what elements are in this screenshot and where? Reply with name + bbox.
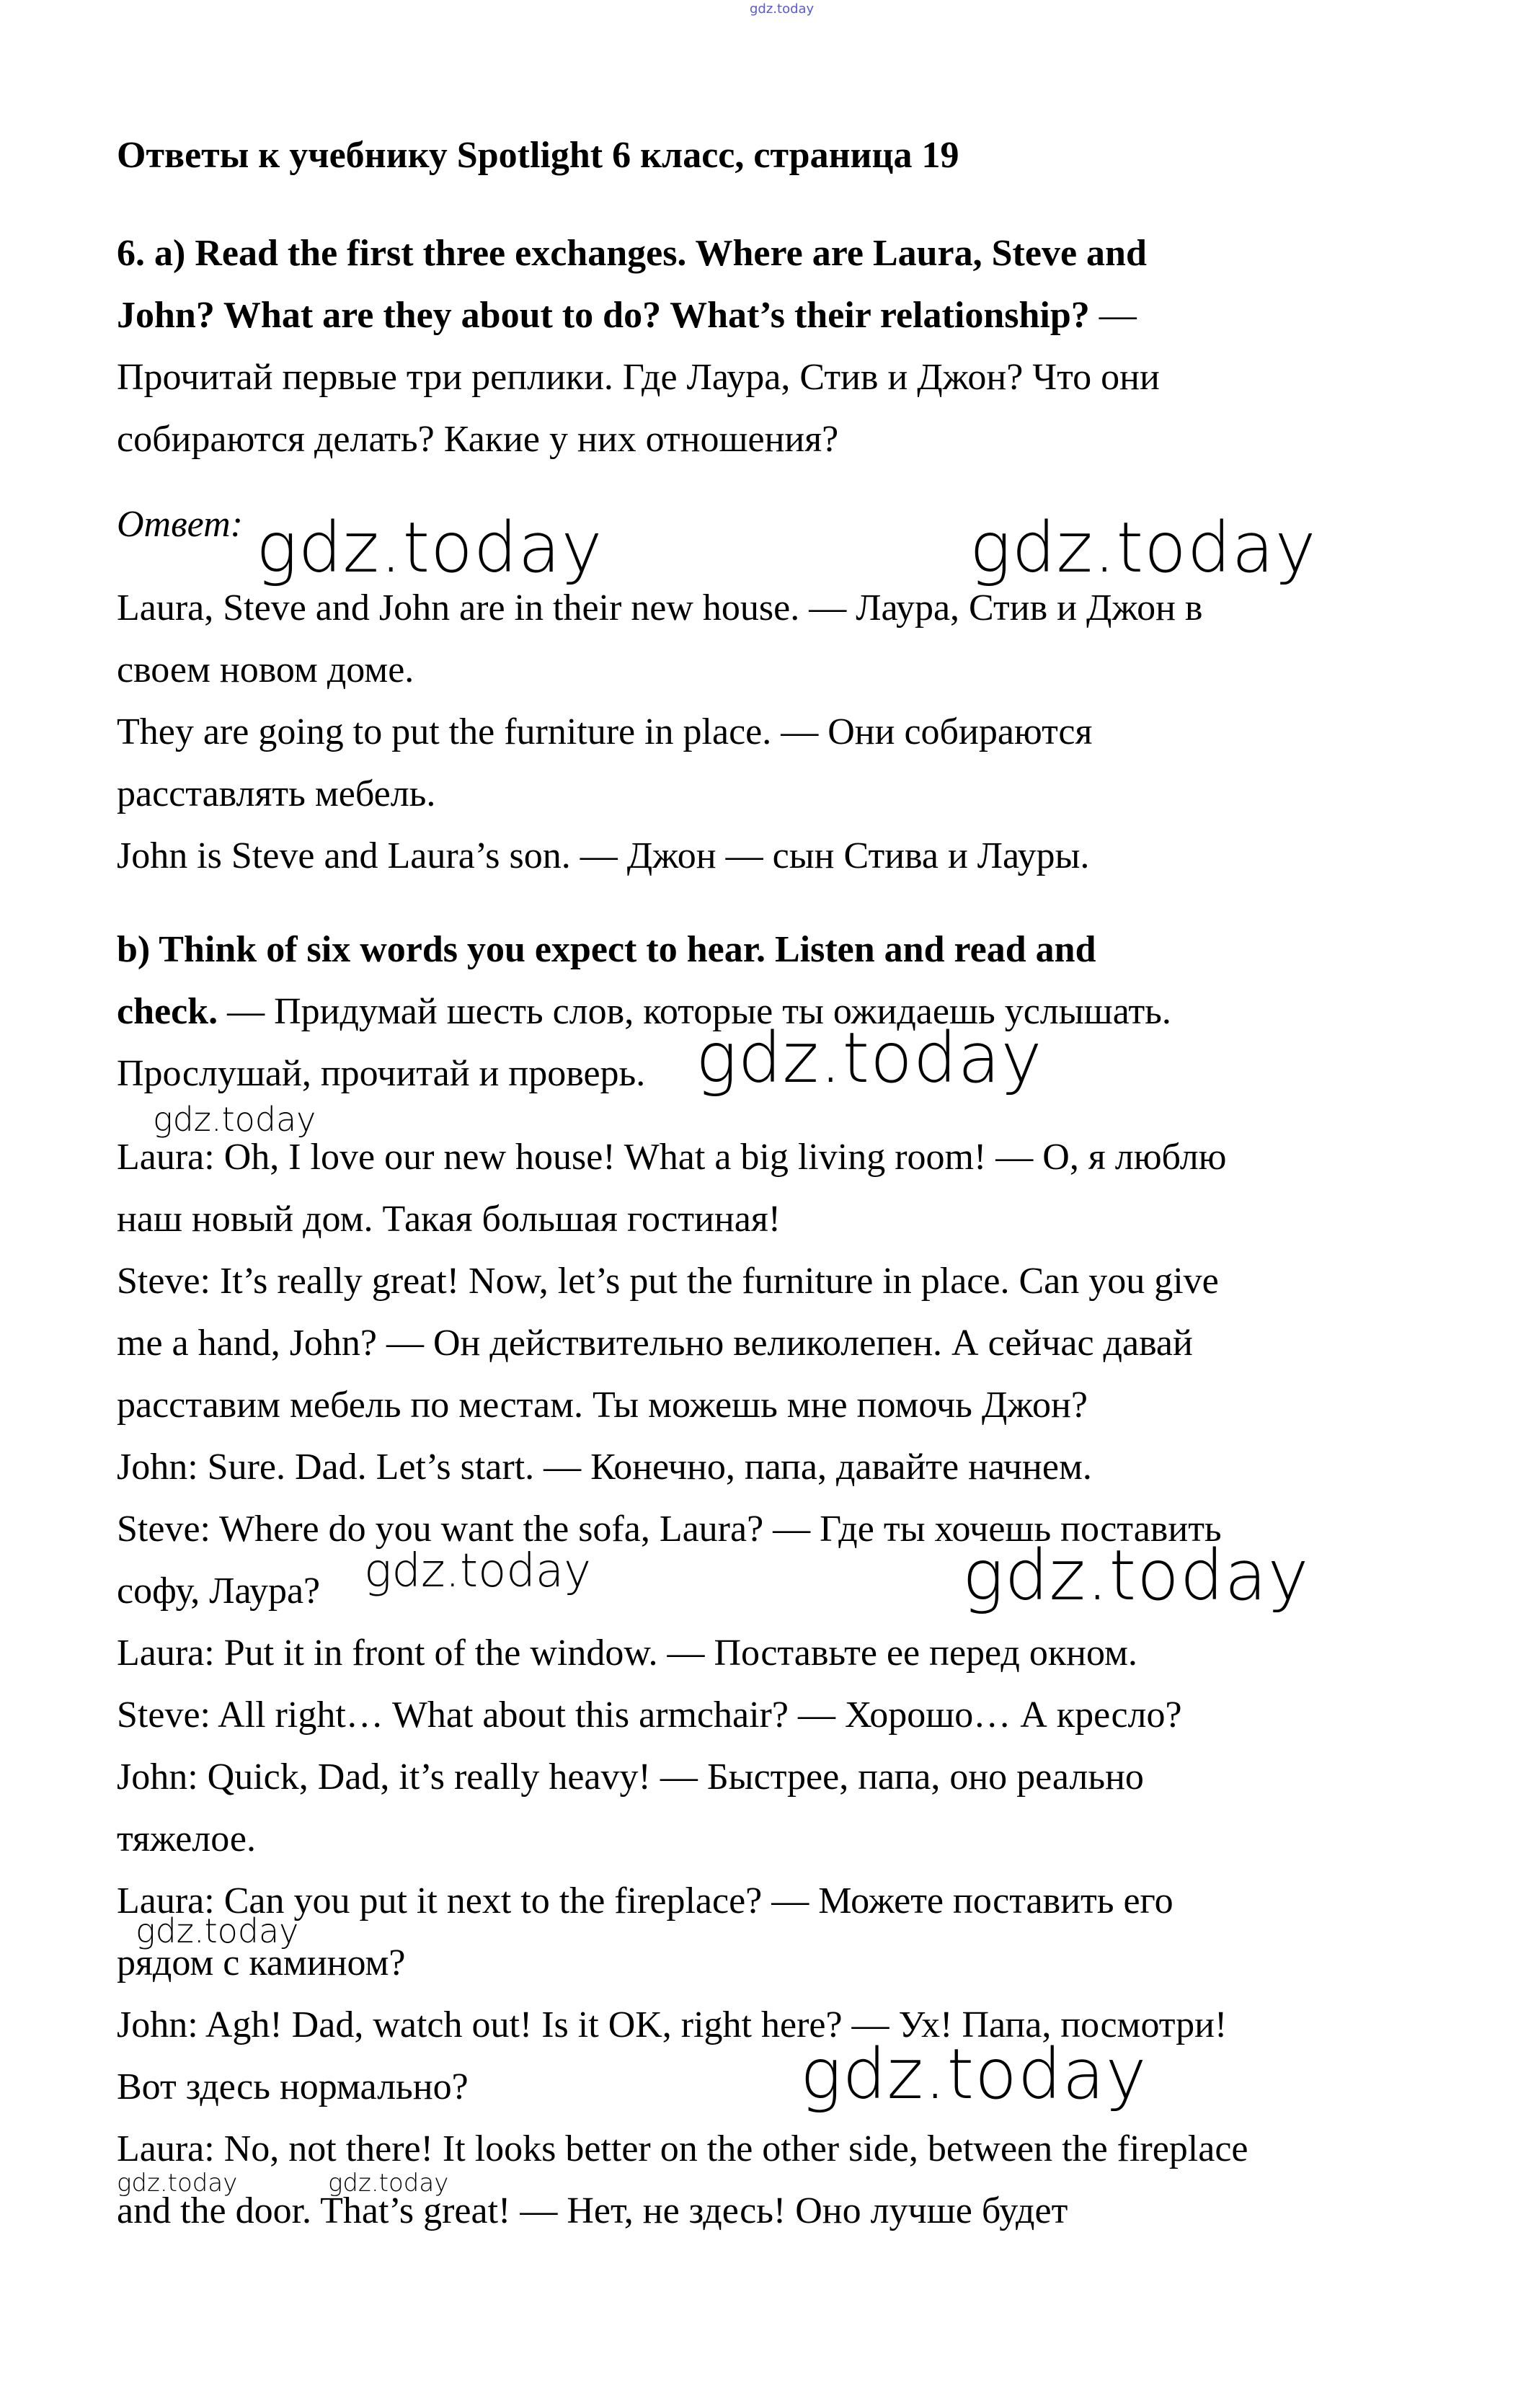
dialogue-line: John: Quick, Dad, it’s really heavy! — Быстрее, папа, оно реально (117, 1756, 1144, 1798)
watermark: gdz.today (256, 507, 603, 588)
task-a-line-3: Прочитай первые три реплики. Где Лаура, Стив и Джон? Что они (117, 357, 1160, 398)
dialogue-line: Laura: No, not there! It looks better on the other side, between the fireplace (117, 2128, 1248, 2169)
watermark: gdz.today (153, 1100, 316, 1139)
watermark: gdz.today (696, 1018, 1043, 1098)
answer-line: John is Steve and Laura’s son. — Джон — сын Стива и Лауры. (117, 835, 1090, 876)
page-title: Ответы к учебнику Spotlight 6 класс, страница 19 (117, 135, 959, 176)
dialogue-line: me a hand, John? — Он действительно великолепен. А сейчас давай (117, 1323, 1193, 1364)
dialogue-line: Steve: All right… What about this armchair? — Хорошо… А кресло? (117, 1694, 1182, 1736)
dialogue-line: John: Agh! Dad, watch out! Is it OK, right here? — Ух! Папа, посмотри! (117, 2004, 1228, 2045)
watermark: gdz.today (364, 1545, 591, 1598)
watermark: gdz.today (117, 2169, 238, 2198)
dialogue-line: рядом с камином? (117, 1942, 406, 1983)
answer-line: Laura, Steve and John are in their new house. — Лаура, Стив и Джон в (117, 587, 1203, 628)
task-b-line-2-bold: check. (117, 991, 218, 1032)
dialogue-line: софу, Лаура? (117, 1570, 321, 1612)
watermark: gdz.today (970, 507, 1317, 588)
answer-line: своем новом доме. (117, 649, 414, 690)
dialogue-line: расставим мебель по местам. Ты можешь мне помочь Джон? (117, 1385, 1088, 1426)
dialogue-line: and the door. That’s great! — Нет, не здесь! Оно лучше будет (117, 2190, 1068, 2231)
task-a-line-1: 6. a) Read the first three exchanges. Where are Laura, Steve and (117, 233, 1147, 274)
answer-label: Ответ: (117, 504, 243, 545)
task-b-line-1: b) Think of six words you expect to hear. Listen and read and (117, 929, 1096, 970)
dialogue-line: John: Sure. Dad. Let’s start. — Конечно, папа, давайте начнем. (117, 1447, 1092, 1488)
dialogue-line: Steve: Where do you want the sofa, Laura? — Где ты хочешь поставить (117, 1509, 1222, 1550)
top-watermark: gdz.today (750, 1, 815, 17)
task-a-line-4: собираются делать? Какие у них отношения? (117, 419, 839, 460)
dialogue-line: Вот здесь нормально? (117, 2066, 469, 2107)
watermark: gdz.today (136, 1911, 299, 1950)
dialogue-line: Laura: Put it in front of the window. — Поставьте ее перед окном. (117, 1632, 1137, 1674)
task-a-line-2 (117, 297, 1137, 334)
watermark: gdz.today (800, 2034, 1148, 2115)
dialogue-line: Steve: It’s really great! Now, let’s put the furniture in place. Can you give (117, 1261, 1219, 1302)
watermark: gdz.today (962, 1535, 1310, 1616)
task-a-line-2-rest: — (1089, 295, 1137, 336)
dialogue-line: Laura: Oh, I love our new house! What a big living room! — О, я люблю (117, 1137, 1227, 1178)
task-b-line-2-rest: — Придумай шесть слов, которые ты ожидаешь услышать. (218, 991, 1171, 1032)
answer-line: They are going to put the furniture in place. — Они собираются (117, 711, 1093, 752)
dialogue-line: Laura: Can you put it next to the fireplace? — Можете поставить его (117, 1880, 1173, 1921)
dialogue-line: тяжелое. (117, 1818, 256, 1860)
task-a-line-2-bold: John? What are they about to do? What’s their relationship? (117, 295, 1090, 336)
dialogue-line: наш новый дом. Такая большая гостиная! (117, 1199, 781, 1240)
task-b-line-3: Прослушай, прочитай и проверь. (117, 1053, 646, 1094)
watermark: gdz.today (328, 2169, 449, 2198)
answer-line: расставлять мебель. (117, 773, 436, 814)
